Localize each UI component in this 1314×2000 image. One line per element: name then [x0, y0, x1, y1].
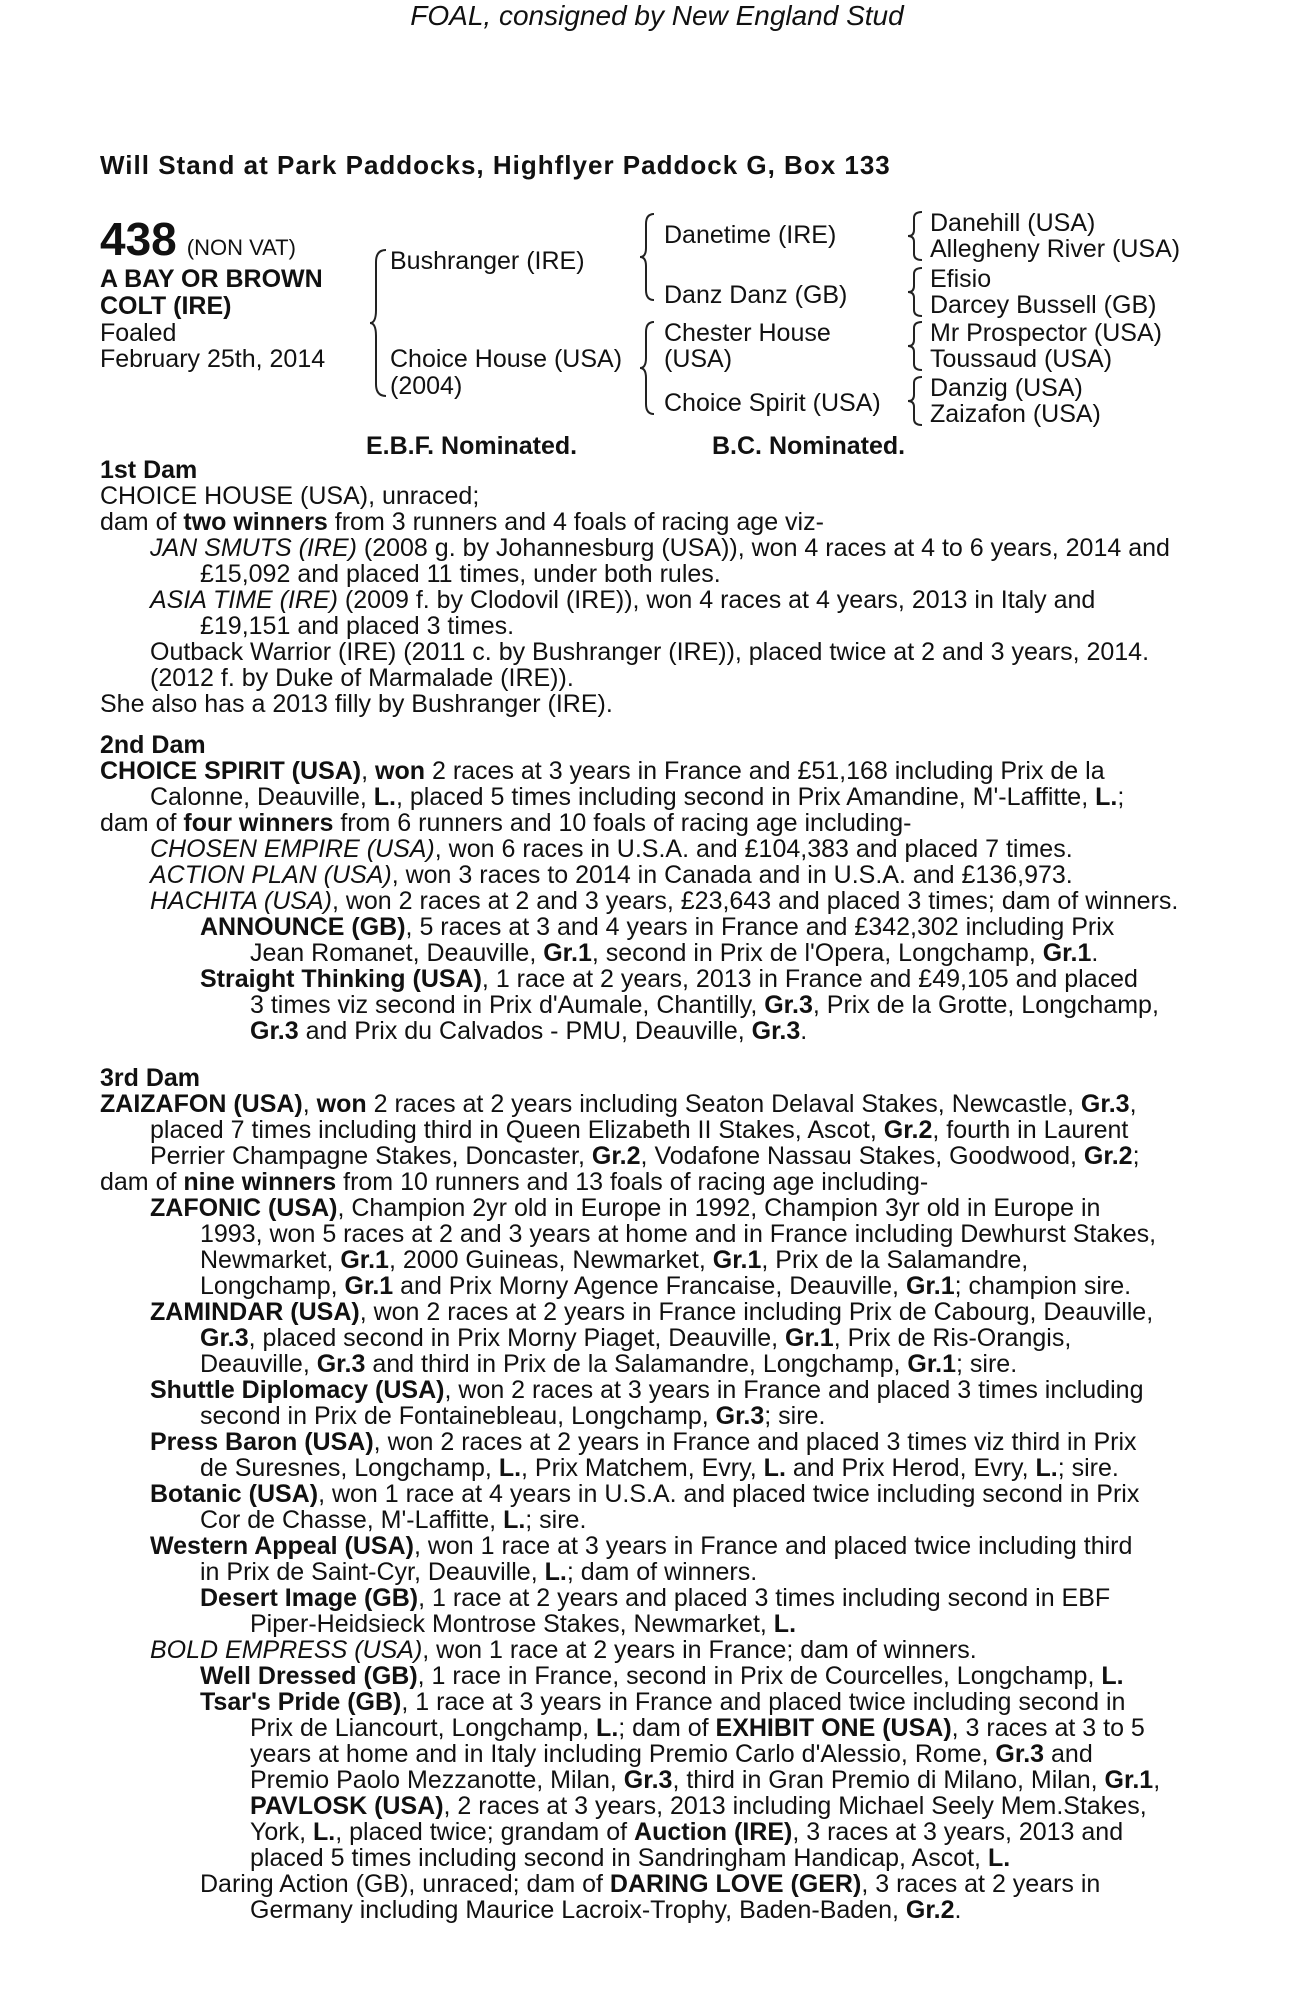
- text-fragment: L.: [987, 1844, 1011, 1872]
- granddam-1: Allegheny River (USA): [930, 235, 1181, 263]
- text-fragment: and Prix du Calvados - PMU, Deauville,: [298, 1017, 752, 1045]
- g-brace-4: [906, 375, 928, 427]
- text-fragment: Daring Action (GB), unraced; dam of: [200, 1870, 610, 1898]
- text-fragment: ;: [1132, 1142, 1140, 1170]
- text-fragment: , Prix de la Salamandre,: [761, 1246, 1029, 1274]
- text-fragment: (2008 g. by Johannesburg (USA)), won 4 races at 4 to 6 years, 2014 and: [356, 534, 1170, 562]
- text-fragment: Jean Romanet, Deauville,: [250, 939, 544, 967]
- text-fragment: , won 1 race at 2 years in France; dam of winners.: [422, 1636, 977, 1664]
- text-fragment: Gr.3: [316, 1350, 366, 1378]
- first-dam-line: [150, 588, 1095, 613]
- third-dam-line: [200, 1508, 586, 1533]
- text-fragment: L.: [544, 1558, 567, 1586]
- text-fragment: L.: [1101, 1662, 1124, 1690]
- text-fragment: Shuttle Diplomacy (USA): [150, 1376, 445, 1404]
- text-fragment: L.: [503, 1506, 526, 1534]
- first-dam-heading: 1st Dam: [100, 456, 198, 484]
- grandsire-2: Efisio: [930, 265, 992, 293]
- third-dam-line: [200, 1248, 1028, 1273]
- text-fragment: York,: [250, 1818, 314, 1846]
- text-fragment: , won 2 races at 2 and 3 years, £23,643 and placed 3 times; dam of winners.: [331, 887, 1179, 915]
- text-fragment: BOLD EMPRESS (USA): [150, 1636, 423, 1664]
- third-dam-line: [250, 1794, 1147, 1819]
- third-dam-line: [150, 1430, 1137, 1455]
- third-dam-line: [150, 1118, 1128, 1143]
- text-fragment: 3 times viz second in Prix d'Aumale, Chantilly,: [250, 991, 765, 1019]
- text-fragment: , placed 5 times including second in Prix Amandine, M'-Laffitte,: [395, 783, 1096, 811]
- text-fragment: Piper-Heidsieck Montrose Stakes, Newmarket,: [250, 1610, 774, 1638]
- text-fragment: ;: [1117, 783, 1125, 811]
- text-fragment: dam of: [100, 809, 184, 837]
- third-dam-line: [200, 1404, 825, 1429]
- first-dam-line: Outback Warrior (IRE) (2011 c. by Bushranger (IRE)), placed twice at 2 and 3 years, 2014.: [150, 638, 1150, 666]
- text-fragment: ANNOUNCE (GB): [200, 913, 406, 941]
- third-dam-line: [200, 1690, 1125, 1715]
- text-fragment: ; sire.: [1057, 1454, 1119, 1482]
- text-fragment: Straight Thinking (USA): [200, 965, 482, 993]
- bc-nomination: B.C. Nominated.: [712, 432, 906, 460]
- text-fragment: second in Prix de Fontainebleau, Longchamp,: [200, 1402, 716, 1430]
- text-fragment: L.: [498, 1454, 522, 1482]
- text-fragment: Gr.2: [591, 1142, 641, 1170]
- text-fragment: CHOICE SPIRIT (USA): [100, 757, 362, 785]
- text-fragment: , third in Gran Premio di Milano, Milan,: [672, 1766, 1105, 1794]
- third-dam-line: 1993, won 5 races at 2 and 3 years at home and in France including Dewhurst Stakes,: [200, 1220, 1157, 1248]
- text-fragment: ; champion sire.: [954, 1272, 1132, 1300]
- text-fragment: two winners: [183, 508, 328, 536]
- third-dam-line: [200, 1352, 1017, 1377]
- text-fragment: 2 races at 3 years in France and £51,168 including Prix de la: [425, 757, 1105, 785]
- first-dam-section: [100, 458, 1210, 718]
- text-fragment: , 5 races at 3 and 4 years in France and £342,302 including Prix: [405, 913, 1115, 941]
- dam-dam: Choice Spirit (USA): [664, 389, 881, 417]
- text-fragment: , 3 races at 2 years in: [861, 1870, 1101, 1898]
- text-fragment: Botanic (USA): [150, 1480, 319, 1508]
- g-brace-1: [906, 210, 928, 262]
- text-fragment: Deauville,: [200, 1350, 317, 1378]
- text-fragment: ,: [302, 1090, 317, 1118]
- third-dam-line: [200, 1326, 1071, 1351]
- second-dam-heading: 2nd Dam: [100, 731, 206, 759]
- text-fragment: Gr.2: [1083, 1142, 1133, 1170]
- text-fragment: nine winners: [183, 1168, 337, 1196]
- dam-sire-2: (USA): [664, 345, 733, 373]
- text-fragment: .: [800, 1017, 808, 1045]
- text-fragment: Gr.3: [995, 1740, 1045, 1768]
- third-dam-line: [250, 1768, 1160, 1793]
- third-dam-line: [250, 1846, 1010, 1871]
- lot-description-2: COLT (IRE): [100, 292, 232, 320]
- text-fragment: Newmarket,: [200, 1246, 341, 1274]
- text-fragment: , second in Prix de l'Opera, Longchamp,: [591, 939, 1043, 967]
- text-fragment: Gr.1: [785, 1324, 834, 1352]
- text-fragment: and Prix Herod, Evry,: [785, 1454, 1036, 1482]
- text-fragment: Gr.3: [715, 1402, 765, 1430]
- text-fragment: , Prix de Ris-Orangis,: [833, 1324, 1072, 1352]
- text-fragment: Gr.1: [1042, 939, 1092, 967]
- text-fragment: Cor de Chasse, M'-Laffitte,: [200, 1506, 504, 1534]
- text-fragment: Gr.2: [905, 1896, 955, 1924]
- third-dam-line: [250, 1898, 961, 1923]
- text-fragment: placed 7 times including third in Queen Elizabeth II Stakes, Ascot,: [150, 1116, 884, 1144]
- third-dam-line: [100, 1092, 1137, 1117]
- g-brace-2: [906, 266, 928, 318]
- granddam-2: Darcey Bussell (GB): [930, 291, 1157, 319]
- first-dam-line: £15,092 and placed 11 times, under both rules.: [200, 560, 721, 588]
- third-dam-line: [200, 1274, 1131, 1299]
- text-fragment: , Prix Matchem, Evry,: [521, 1454, 764, 1482]
- second-dam-line: [150, 785, 1124, 810]
- second-dam-line: [200, 915, 1114, 940]
- granddam-4: Zaizafon (USA): [930, 400, 1101, 428]
- text-fragment: , won 3 races to 2014 in Canada and in U.S.A. and £136,973.: [391, 861, 1073, 889]
- text-fragment: L.: [1095, 783, 1118, 811]
- text-fragment: Gr.2: [883, 1116, 933, 1144]
- text-fragment: Gr.3: [623, 1766, 673, 1794]
- text-fragment: won: [375, 757, 426, 785]
- text-fragment: ACTION PLAN (USA): [150, 861, 392, 889]
- dam-sire-1: Chester House: [664, 319, 831, 347]
- first-dam-line: [100, 510, 824, 535]
- text-fragment: .: [1091, 939, 1099, 967]
- third-dam-line: [150, 1534, 1132, 1559]
- text-fragment: , 3 races at 3 years, 2013 and: [792, 1818, 1124, 1846]
- third-dam-line: [250, 1742, 1093, 1767]
- text-fragment: ZAMINDAR (USA): [150, 1298, 360, 1326]
- third-dam-section: [100, 1066, 1210, 1946]
- text-fragment: Gr.3: [764, 991, 813, 1019]
- text-fragment: Gr.3: [250, 1017, 299, 1045]
- dam-line-brace: [638, 320, 660, 416]
- third-dam-line: [250, 1716, 1145, 1741]
- third-dam-line: [150, 1378, 1143, 1403]
- second-dam-line: [150, 863, 1073, 888]
- text-fragment: , 1 race at 2 years and placed 3 times including second in EBF: [418, 1584, 1111, 1612]
- text-fragment: , 1 race in France, second in Prix de Courcelles, Longchamp,: [417, 1662, 1102, 1690]
- third-dam-heading: 3rd Dam: [100, 1064, 201, 1092]
- text-fragment: HACHITA (USA): [150, 887, 332, 915]
- foaled-label: Foaled: [100, 319, 177, 347]
- text-fragment: Press Baron (USA): [150, 1428, 374, 1456]
- text-fragment: ; dam of winners.: [566, 1558, 758, 1586]
- text-fragment: placed 5 times including second in Sandringham Handicap, Ascot,: [250, 1844, 988, 1872]
- text-fragment: , Vodafone Nassau Stakes, Goodwood,: [640, 1142, 1084, 1170]
- third-dam-line: [250, 1820, 1123, 1845]
- foaled-date: February 25th, 2014: [100, 345, 326, 373]
- lot-number-block: [100, 212, 296, 266]
- text-fragment: Longchamp,: [200, 1272, 345, 1300]
- text-fragment: ZAFONIC (USA): [150, 1194, 338, 1222]
- text-fragment: Calonne, Deauville,: [150, 783, 374, 811]
- second-dam-line: [100, 759, 1105, 784]
- text-fragment: L.: [313, 1818, 336, 1846]
- third-dam-line: [150, 1144, 1140, 1169]
- third-dam-line: [150, 1482, 1139, 1507]
- vat-status: (NON VAT): [186, 235, 296, 260]
- text-fragment: ,: [361, 757, 376, 785]
- third-dam-line: [200, 1560, 757, 1585]
- text-fragment: , won 1 race at 3 years in France and placed twice including third: [413, 1532, 1133, 1560]
- text-fragment: Gr.1: [712, 1246, 762, 1274]
- text-fragment: ,: [1129, 1090, 1137, 1118]
- ebf-nomination: E.B.F. Nominated.: [366, 432, 578, 460]
- first-dam-line: (2012 f. by Duke of Marmalade (IRE)).: [150, 664, 574, 692]
- sire-dam: Danz Danz (GB): [664, 281, 848, 309]
- text-fragment: Auction (IRE): [634, 1818, 793, 1846]
- text-fragment: , won 2 races at 2 years in France and placed 3 times viz third in Prix: [373, 1428, 1137, 1456]
- second-dam-line: [150, 837, 1073, 862]
- text-fragment: , won 6 races in U.S.A. and £104,383 and placed 7 times.: [434, 835, 1073, 863]
- text-fragment: , 1 race at 2 years, 2013 in France and £49,105 and placed: [481, 965, 1138, 993]
- text-fragment: Tsar's Pride (GB): [200, 1688, 402, 1716]
- text-fragment: DARING LOVE (GER): [609, 1870, 862, 1898]
- g-brace-3: [906, 320, 928, 372]
- sire-line-brace: [638, 212, 660, 302]
- text-fragment: Prix de Liancourt, Longchamp,: [250, 1714, 597, 1742]
- text-fragment: ; sire.: [764, 1402, 826, 1430]
- text-fragment: ; sire.: [956, 1350, 1018, 1378]
- grandsire-4: Danzig (USA): [930, 374, 1083, 402]
- text-fragment: Germany including Maurice Lacroix-Trophy, Baden-Baden,: [250, 1896, 906, 1924]
- first-dam-line: She also has a 2013 filly by Bushranger (IRE).: [100, 690, 613, 718]
- text-fragment: and: [1044, 1740, 1093, 1768]
- text-fragment: Gr.1: [543, 939, 592, 967]
- third-dam-line: [250, 1612, 796, 1637]
- text-fragment: Desert Image (GB): [200, 1584, 419, 1612]
- dam: Choice House (USA): [390, 345, 623, 373]
- text-fragment: won: [316, 1090, 367, 1118]
- text-fragment: (2009 f. by Clodovil (IRE)), won 4 races at 4 years, 2013 in Italy and: [337, 586, 1096, 614]
- page-header: FOAL, consigned by New England Stud: [410, 0, 904, 31]
- third-dam-line: [150, 1638, 977, 1663]
- text-fragment: , 3 races at 3 to 5: [951, 1714, 1145, 1742]
- lot-number: 438: [100, 213, 177, 265]
- text-fragment: Gr.1: [907, 1350, 957, 1378]
- text-fragment: ASIA TIME (IRE): [150, 586, 338, 614]
- first-dam-line: [150, 536, 1170, 561]
- text-fragment: EXHIBIT ONE (USA): [715, 1714, 952, 1742]
- text-fragment: Gr.3: [1080, 1090, 1130, 1118]
- text-fragment: Gr.1: [905, 1272, 955, 1300]
- text-fragment: , Prix de la Grotte, Longchamp,: [812, 991, 1159, 1019]
- text-fragment: L.: [773, 1610, 797, 1638]
- stand-location: Will Stand at Park Paddocks, Highflyer Paddock G, Box 133: [100, 150, 891, 180]
- third-dam-line: [100, 1170, 928, 1195]
- second-dam-line: [250, 941, 1098, 966]
- text-fragment: ; sire.: [525, 1506, 587, 1534]
- text-fragment: JAN SMUTS (IRE): [150, 534, 357, 562]
- third-dam-line: [200, 1872, 1100, 1897]
- text-fragment: CHOSEN EMPIRE (USA): [150, 835, 435, 863]
- text-fragment: , placed second in Prix Morny Piaget, Deauville,: [248, 1324, 786, 1352]
- third-dam-line: [150, 1196, 1100, 1221]
- second-dam-line: [250, 1019, 807, 1044]
- sire-sire: Danetime (IRE): [664, 221, 837, 249]
- text-fragment: , won 2 races at 3 years in France and placed 3 times including: [444, 1376, 1144, 1404]
- second-dam-line: [100, 811, 912, 836]
- third-dam-line: [200, 1456, 1119, 1481]
- second-dam-line: [200, 967, 1138, 992]
- grandsire-1: Danehill (USA): [930, 209, 1096, 237]
- text-fragment: L.: [1035, 1454, 1058, 1482]
- first-dam-line: CHOICE HOUSE (USA), unraced;: [100, 482, 480, 510]
- text-fragment: , 1 race at 3 years in France and placed twice including second in: [401, 1688, 1126, 1716]
- text-fragment: , won 1 race at 4 years in U.S.A. and placed twice including second in Prix: [318, 1480, 1140, 1508]
- first-dam-line: £19,151 and placed 3 times.: [200, 612, 515, 640]
- text-fragment: from 10 runners and 13 foals of racing age including-: [336, 1168, 929, 1196]
- text-fragment: Gr.1: [1104, 1766, 1154, 1794]
- text-fragment: from 3 runners and 4 foals of racing age viz-: [327, 508, 824, 536]
- text-fragment: , 2000 Guineas, Newmarket,: [388, 1246, 713, 1274]
- dam-year: (2004): [390, 372, 463, 400]
- text-fragment: Premio Paolo Mezzanotte, Milan,: [250, 1766, 624, 1794]
- text-fragment: four winners: [183, 809, 334, 837]
- second-dam-line: [250, 993, 1159, 1018]
- granddam-3: Toussaud (USA): [930, 345, 1113, 373]
- text-fragment: Perrier Champagne Stakes, Doncaster,: [150, 1142, 592, 1170]
- text-fragment: in Prix de Saint-Cyr, Deauville,: [200, 1558, 545, 1586]
- text-fragment: Gr.3: [751, 1017, 801, 1045]
- text-fragment: , placed twice; grandam of: [335, 1818, 635, 1846]
- text-fragment: L.: [596, 1714, 619, 1742]
- third-dam-line: [200, 1586, 1110, 1611]
- text-fragment: ZAIZAFON (USA): [100, 1090, 303, 1118]
- text-fragment: years at home and in Italy including Premio Carlo d'Alessio, Rome,: [250, 1740, 996, 1768]
- third-dam-line: [200, 1664, 1124, 1689]
- text-fragment: Gr.1: [344, 1272, 394, 1300]
- text-fragment: de Suresnes, Longchamp,: [200, 1454, 499, 1482]
- text-fragment: ; dam of: [618, 1714, 716, 1742]
- sire-dam-brace: [368, 248, 392, 398]
- text-fragment: from 6 runners and 10 foals of racing age including-: [333, 809, 912, 837]
- text-fragment: and third in Prix de la Salamandre, Longchamp,: [365, 1350, 908, 1378]
- text-fragment: .: [954, 1896, 962, 1924]
- text-fragment: Gr.1: [340, 1246, 389, 1274]
- sire: Bushranger (IRE): [390, 247, 585, 275]
- text-fragment: , won 2 races at 2 years in France including Prix de Cabourg, Deauville,: [359, 1298, 1154, 1326]
- grandsire-3: Mr Prospector (USA): [930, 319, 1162, 347]
- text-fragment: dam of: [100, 508, 184, 536]
- text-fragment: , Champion 2yr old in Europe in 1992, Champion 3yr old in Europe in: [337, 1194, 1101, 1222]
- text-fragment: , fourth in Laurent: [932, 1116, 1129, 1144]
- text-fragment: Gr.3: [200, 1324, 249, 1352]
- text-fragment: ,: [1153, 1766, 1161, 1794]
- text-fragment: 2 races at 2 years including Seaton Delaval Stakes, Newcastle,: [366, 1090, 1081, 1118]
- lot-description-1: A BAY OR BROWN: [100, 265, 323, 293]
- second-dam-line: [150, 889, 1178, 914]
- text-fragment: L.: [763, 1454, 786, 1482]
- text-fragment: PAVLOSK (USA): [250, 1792, 444, 1820]
- text-fragment: Western Appeal (USA): [150, 1532, 414, 1560]
- text-fragment: L.: [373, 783, 396, 811]
- text-fragment: Well Dressed (GB): [200, 1662, 418, 1690]
- text-fragment: , 2 races at 3 years, 2013 including Michael Seely Mem.Stakes,: [443, 1792, 1147, 1820]
- third-dam-line: [150, 1300, 1153, 1325]
- text-fragment: dam of: [100, 1168, 184, 1196]
- second-dam-section: [100, 733, 1210, 1045]
- text-fragment: and Prix Morny Agence Francaise, Deauville,: [393, 1272, 906, 1300]
